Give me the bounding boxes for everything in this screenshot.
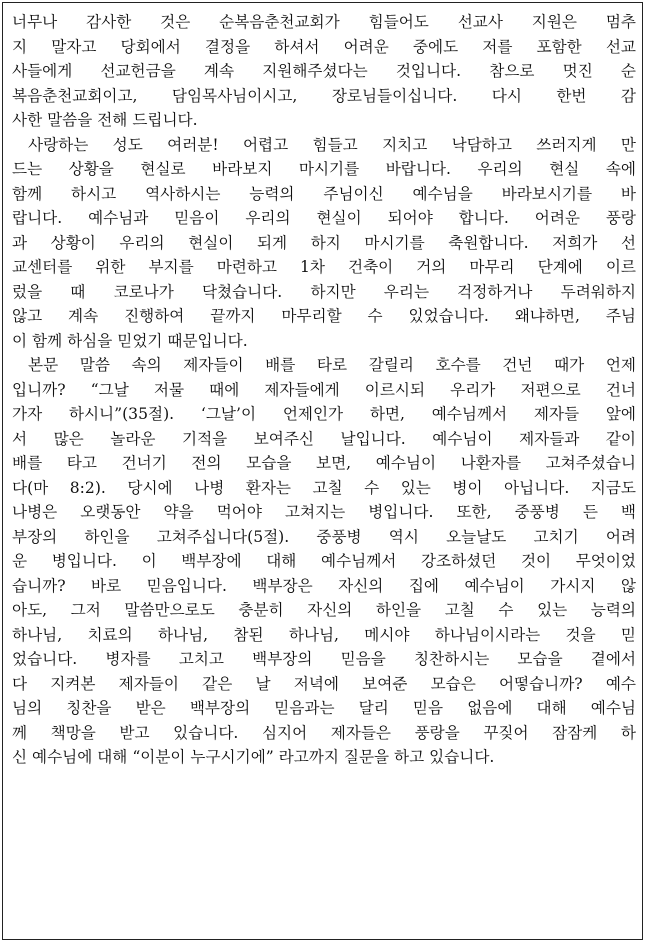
text-line: 운 병입니다. 이 백부장에 대해 예수님께서 강조하셨던 것이 무엇이었 — [12, 552, 636, 570]
text-line: 이 함께 하심을 믿었기 때문입니다. — [12, 331, 248, 350]
text-line: 나병은 오랫동안 약을 먹어야 고쳐지는 병입니다. 또한, 중풍병 든 백 — [12, 503, 636, 521]
text-line: 않고 계속 진행하여 끝까지 마무리할 수 있었습니다. 왜냐하면, 주님 — [12, 307, 636, 325]
text-line: 함께 하시고 역사하시는 능력의 주님이신 예수님을 바라보시기를 바 — [12, 184, 636, 203]
text-line: 습니까? 바로 믿음입니다. 백부장은 자신의 집에 예수님이 가시지 않 — [12, 576, 636, 595]
text-line: 가자 하시니”(35절). ‘그날’이 언제인가 하면, 예수님께서 제자들 앞에 — [12, 405, 636, 423]
text-line: 사한 말씀을 전해 드립니다. — [12, 111, 198, 129]
text-line: 었습니다. 병자를 고치고 백부장의 믿음을 칭찬하시는 모습을 곁에서 — [12, 650, 636, 668]
text-line: 다 지켜본 제자들이 같은 날 저녁에 보여준 모습은 어떻습니까? 예수 — [12, 674, 636, 693]
text-line: 너무나 감사한 것은 순복음춘천교회가 힘들어도 선교사 지원은 멈추 — [12, 13, 636, 31]
text-line: 께 책망을 받고 있습니다. 심지어 제자들은 풍랑을 꾸짖어 잠잠케 하 — [12, 723, 636, 742]
text-line: 사랑하는 성도 여러분! 어렵고 힘들고 지치고 낙담하고 쓰러지게 만 — [28, 135, 636, 154]
text-line: 아도, 그저 말씀만으로도 충분히 자신의 하인을 고칠 수 있는 능력의 — [12, 601, 636, 619]
text-line: 복음춘천교회이고, 담임목사님이시고, 장로님들이십니다. 다시 한번 감 — [12, 86, 636, 105]
text-line: 신 예수님에 대해 “이분이 누구시기에” 라고까지 질문을 하고 있습니다. — [12, 748, 495, 766]
text-line: 사들에게 선교헌금을 계속 지원해주셨다는 것입니다. 참으로 멋진 순 — [12, 62, 636, 80]
text-line: 서 많은 놀라운 기적을 보여주신 날입니다. 예수님이 제자들과 같이 — [12, 429, 636, 448]
text-line: 과 상황이 우리의 현실이 되게 하지 마시기를 축원합니다. 저희가 선 — [12, 233, 636, 252]
document-page — [2, 2, 643, 940]
text-line: 드는 상황을 현실로 바라보지 마시기를 바랍니다. 우리의 현실 속에 — [12, 160, 636, 178]
text-line: 입니까? “그날 저물 때에 제자들에게 이르시되 우리가 저편으로 건너 — [12, 380, 636, 399]
text-line: 본문 말씀 속의 제자들이 배를 타로 갈릴리 호수를 건넌 때가 언제 — [28, 356, 636, 374]
text-line: 님의 칭찬을 받은 백부장의 믿음과는 달리 믿음 없음에 대해 예수님 — [12, 699, 636, 717]
text-line: 교센터를 위한 부지를 마련하고 1차 건축이 거의 마무리 단계에 이르 — [12, 258, 636, 276]
text-line: 지 말자고 당회에서 결정을 하셔서 어려운 중에도 저를 포함한 선교 — [12, 37, 636, 56]
text-line: 부장의 하인을 고쳐주십니다(5절). 중풍병 역시 오늘날도 고치기 어려 — [12, 527, 636, 546]
text-line: 다(마 8:2). 당시에 나병 환자는 고칠 수 있는 병이 아닙니다. 지금도 — [12, 478, 636, 497]
text-line: 하나님, 치료의 하나님, 참된 하나님, 메시야 하나님이시라는 것을 믿 — [12, 625, 636, 644]
text-line: 렀을 때 코로나가 닥쳤습니다. 하지만 우리는 걱정하거나 두려워하지 — [12, 282, 636, 301]
body-text — [12, 10, 636, 770]
text-line: 배를 타고 건너기 전의 모습을 보면, 예수님이 나환자를 고쳐주셨습니 — [12, 454, 636, 472]
text-line: 랍니다. 예수님과 믿음이 우리의 현실이 되어야 합니다. 어려운 풍랑 — [12, 209, 636, 227]
